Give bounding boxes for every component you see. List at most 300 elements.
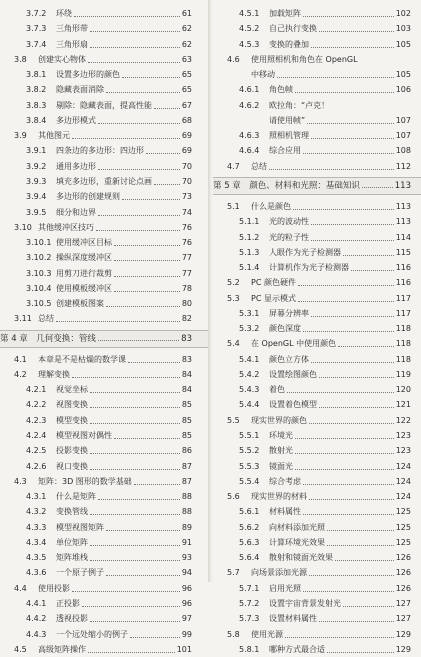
toc-entry-number: 5.6.1	[239, 507, 260, 517]
dot-leader	[303, 153, 394, 154]
toc-entry[interactable]	[0, 189, 208, 204]
dot-leader	[72, 377, 180, 378]
toc-entry-page-number: 101	[176, 644, 192, 654]
toc-entry-page-number: 96	[181, 598, 192, 608]
toc-entry-page-number: 103	[395, 24, 411, 34]
toc-entry[interactable]	[213, 565, 421, 580]
toc-entry-title: PC 显示模式	[251, 293, 296, 303]
dot-leader	[98, 215, 180, 216]
toc-entry[interactable]	[0, 296, 208, 311]
toc-entry-page-number: 73	[181, 192, 192, 202]
toc-entry-page-number: 87	[181, 461, 192, 471]
toc-entry-page-number: 125	[395, 507, 411, 517]
toc-entry[interactable]	[0, 382, 208, 397]
dot-leader	[98, 169, 180, 170]
toc-entry-number: 4.3.6	[26, 568, 47, 578]
dot-leader	[72, 138, 180, 139]
dot-leader	[298, 285, 394, 286]
toc-entry-number: 3.11	[14, 314, 32, 324]
toc-entry-title: 综合考虑	[269, 476, 301, 486]
toc-entry-number: 4.4.3	[26, 629, 47, 639]
toc-entry-title: 光的波动性	[269, 217, 309, 227]
dot-leader	[90, 423, 180, 424]
toc-entry-number: 4.6.3	[239, 131, 260, 141]
toc-entry-number: 5.3.2	[239, 324, 260, 334]
toc-entry-title: 着色	[269, 385, 285, 395]
toc-entry[interactable]	[0, 611, 208, 626]
toc-entry-page-number: 129	[395, 629, 411, 639]
dot-leader	[319, 407, 394, 408]
dot-leader	[327, 652, 394, 653]
toc-entry-title: 现实世界的颜色	[251, 415, 307, 425]
toc-entry-number: 3.8.3	[26, 100, 47, 110]
toc-entry[interactable]	[213, 489, 421, 504]
toc-entry-title: 使用模板缓冲区	[56, 283, 112, 293]
toc-entry-number: 3.10.2	[26, 253, 52, 263]
toc-entry-page-number: 124	[395, 461, 411, 471]
dot-leader	[90, 514, 180, 515]
dot-leader	[343, 606, 394, 607]
toc-entry-page-number: 74	[181, 207, 192, 217]
toc-entry[interactable]	[0, 159, 208, 174]
toc-entry-number: 4.3.2	[26, 507, 47, 517]
toc-entry-number: 3.9.1	[26, 146, 47, 156]
toc-entry-page-number: 117	[395, 308, 411, 318]
toc-entry-title: 现实世界的材料	[251, 492, 307, 502]
toc-entry[interactable]	[213, 128, 421, 143]
toc-entry[interactable]	[213, 214, 421, 229]
toc-entry[interactable]	[0, 220, 208, 235]
toc-entry-page-number: 116	[395, 263, 411, 273]
toc-entry-number: 3.7.3	[26, 24, 47, 34]
toc-entry[interactable]	[213, 535, 421, 550]
toc-entry-title: 什么是颜色	[251, 201, 291, 211]
dot-leader	[343, 255, 394, 256]
toc-entry-page-number: 124	[395, 476, 411, 486]
toc-entry[interactable]	[0, 596, 208, 611]
toc-entry-number: 4.3.1	[26, 492, 47, 502]
toc-entry-number: 5.1.4	[239, 263, 260, 273]
toc-entry-title: 理解变换	[38, 369, 70, 379]
toc-entry-title: 计算环境光效果	[269, 537, 325, 547]
toc-entry-title: 计算机作为光子检测器	[269, 263, 349, 273]
toc-entry-page-number: 107	[395, 131, 411, 141]
toc-entry[interactable]	[213, 21, 421, 36]
toc-entry-title: 材料属性	[269, 507, 301, 517]
toc-entry[interactable]	[0, 128, 208, 143]
dot-leader	[56, 321, 180, 322]
toc-entry[interactable]	[0, 311, 208, 326]
toc-entry-title: 设置材料属性	[269, 614, 317, 624]
toc-entry-page-number: 117	[395, 293, 411, 303]
toc-entry[interactable]	[213, 382, 421, 397]
toc-entry-number: 5.5.4	[239, 476, 260, 486]
toc-entry[interactable]	[213, 82, 421, 97]
dot-leader	[106, 92, 180, 93]
toc-entry[interactable]	[213, 230, 421, 245]
toc-entry-page-number: 88	[181, 507, 192, 517]
toc-entry-title: 中移动	[251, 70, 275, 80]
dot-leader	[90, 407, 180, 408]
dot-leader	[293, 209, 394, 210]
toc-entry-title: 细分和边界	[56, 207, 96, 217]
toc-entry-number: 4.3.5	[26, 553, 47, 563]
dot-leader	[295, 438, 394, 439]
toc-entry-page-number: 127	[395, 614, 411, 624]
toc-entry-number: 5.1.3	[239, 247, 260, 257]
toc-entry-number: 5.3	[227, 293, 240, 303]
toc-entry[interactable]	[0, 52, 208, 67]
dot-leader	[311, 316, 394, 317]
toc-entry-number: 5.7.3	[239, 614, 260, 624]
toc-entry-title: 总结	[38, 314, 54, 324]
toc-entry[interactable]	[213, 428, 421, 443]
toc-entry-page-number: 115	[395, 247, 411, 257]
dot-leader	[295, 92, 394, 93]
toc-entry[interactable]	[0, 174, 208, 189]
toc-entry-number: 5.4.4	[239, 400, 260, 410]
toc-entry-page-number: 96	[181, 583, 192, 593]
toc-entry-title: 正投影	[56, 598, 80, 608]
toc-entry-title: 操纵深度缓冲区	[56, 253, 112, 263]
toc-entry-title: 多边形的创建规则	[56, 192, 120, 202]
toc-entry-number: 3.8.4	[26, 115, 47, 125]
toc-entry-page-number: 120	[395, 385, 411, 395]
toc-entry[interactable]	[213, 504, 421, 519]
toc-entry-page-number: 121	[395, 400, 411, 410]
toc-entry[interactable]	[0, 565, 208, 580]
toc-entry[interactable]	[213, 443, 421, 458]
dot-leader	[90, 469, 180, 470]
toc-entry[interactable]	[0, 235, 208, 250]
dot-leader	[98, 123, 180, 124]
toc-entry-number: 4.2	[14, 369, 27, 379]
toc-entry[interactable]	[213, 611, 421, 626]
toc-entry-number: 4.4	[14, 583, 27, 593]
toc-entry-number: 3.10.5	[26, 299, 52, 309]
dot-leader	[295, 453, 394, 454]
toc-entry-number: 5.6.3	[239, 537, 260, 547]
toc-entry-title: 本章是不是枯燥的数学课	[38, 354, 126, 364]
toc-entry-number: 4.2.3	[26, 415, 47, 425]
toc-entry-title: 照相机管理	[269, 131, 309, 141]
toc-entry-number: 4.1	[14, 354, 27, 364]
toc-entry-number: 5.4.2	[239, 369, 260, 379]
toc-entry[interactable]	[213, 67, 421, 82]
toc-entry-title: 三角形扇	[56, 39, 88, 49]
toc-entry[interactable]	[213, 37, 421, 52]
toc-entry-title: 变换的叠加	[269, 39, 309, 49]
dot-leader	[285, 637, 394, 638]
toc-entry-page-number: 84	[181, 385, 192, 395]
toc-entry[interactable]	[213, 321, 421, 336]
dot-leader	[106, 530, 180, 531]
toc-entry-number: 4.5	[14, 644, 27, 654]
toc-entry-number: 4.4.2	[26, 614, 47, 624]
dot-leader	[134, 484, 180, 485]
toc-entry[interactable]	[0, 352, 208, 367]
toc-entry-page-number: 126	[395, 583, 411, 593]
dot-leader	[90, 31, 180, 32]
toc-entry-number: 4.7	[227, 161, 240, 171]
toc-entry-title: 创建实心物体	[38, 54, 86, 64]
toc-entry-title: 屏幕分辨率	[269, 308, 309, 318]
toc-entry[interactable]	[0, 113, 208, 128]
toc-entry[interactable]	[0, 98, 208, 113]
dot-leader	[307, 123, 394, 124]
dot-leader	[90, 47, 180, 48]
toc-entry[interactable]	[0, 205, 208, 220]
toc-entry[interactable]	[213, 199, 421, 214]
toc-entry-title: 三角形带	[56, 24, 88, 34]
toc-entry[interactable]	[213, 336, 421, 351]
toc-entry-title: 总结	[251, 161, 267, 171]
toc-entry-number: 4.6.4	[239, 146, 260, 156]
toc-entry-page-number: 67	[181, 100, 192, 110]
toc-entry-title: 视图变换	[56, 400, 88, 410]
chapter-heading[interactable]	[213, 177, 421, 195]
toc-entry[interactable]	[0, 581, 208, 596]
toc-entry-title: 其他缓冲区技巧	[38, 222, 94, 232]
toc-entry-title: 使用投影	[38, 583, 70, 593]
toc-entry-number: 4.5.1	[239, 9, 260, 18]
toc-entry-title: 散射和镜面光效果	[269, 553, 333, 563]
toc-entry-number: 4.2.5	[26, 446, 47, 456]
toc-entry-title: 一个原子例子	[56, 568, 104, 578]
toc-entry-page-number: 88	[181, 492, 192, 502]
toc-entry[interactable]	[213, 260, 421, 275]
toc-entry-number: 3.9.5	[26, 207, 47, 217]
dot-leader	[311, 362, 394, 363]
toc-entry-number: 3.7.2	[26, 9, 47, 18]
toc-entry-page-number: 87	[181, 476, 192, 486]
toc-entry[interactable]	[213, 275, 421, 290]
toc-entry[interactable]	[213, 627, 421, 642]
dot-leader	[311, 47, 394, 48]
toc-entry[interactable]	[0, 367, 208, 382]
toc-entry[interactable]	[0, 143, 208, 158]
toc-entry-title: 变换管线	[56, 507, 88, 517]
dot-leader	[90, 560, 180, 561]
toc-entry[interactable]	[213, 550, 421, 565]
dot-leader	[72, 591, 180, 592]
toc-entry-number: 4.3.3	[26, 522, 47, 532]
dot-leader	[130, 637, 180, 638]
dot-leader	[338, 346, 394, 347]
toc-entry-page-number: 126	[395, 568, 411, 578]
toc-entry-number: 5.5.2	[239, 446, 260, 456]
toc-entry-title: 环绕	[56, 9, 72, 18]
toc-entry-page-number: 126	[395, 553, 411, 563]
toc-entry-page-number: 82	[181, 314, 192, 324]
toc-entry-number: 4.3.4	[26, 537, 47, 547]
chapter-page-number: 83	[181, 333, 192, 344]
toc-entry[interactable]	[0, 504, 208, 519]
toc-entry-title: 设置多边形的颜色	[56, 70, 120, 80]
toc-entry-page-number: 86	[181, 446, 192, 456]
toc-entry[interactable]	[0, 550, 208, 565]
toc-entry[interactable]	[0, 281, 208, 296]
toc-entry[interactable]	[213, 6, 421, 21]
toc-entry-title: 隐藏表面消除	[56, 85, 104, 95]
toc-entry-number: 4.2.1	[26, 385, 47, 395]
dot-leader	[303, 514, 394, 515]
toc-entry-page-number: 125	[395, 537, 411, 547]
toc-entry[interactable]	[0, 37, 208, 52]
toc-entry[interactable]	[0, 642, 208, 657]
toc-entry-number: 5.4.3	[239, 385, 260, 395]
dot-leader	[311, 224, 394, 225]
toc-entry-number: 5.8.1	[239, 644, 260, 654]
toc-entry-title: 光的粒子性	[269, 232, 309, 242]
dot-leader	[114, 438, 180, 439]
dot-leader	[277, 77, 394, 78]
toc-entry[interactable]	[213, 143, 421, 158]
toc-entry[interactable]	[213, 596, 421, 611]
toc-entry[interactable]	[213, 642, 421, 657]
toc-entry-number: 3.9.4	[26, 192, 47, 202]
toc-entry[interactable]	[0, 266, 208, 281]
toc-entry-number: 5.6	[227, 492, 240, 502]
toc-entry-title: 一个远处缩小的例子	[56, 629, 128, 639]
toc-entry-title: 高级矩阵操作	[38, 644, 86, 654]
toc-entry-number: 3.10.4	[26, 283, 52, 293]
toc-entry-page-number: 80	[181, 299, 192, 309]
dot-leader	[298, 301, 394, 302]
toc-entry-title: 使用照相机和角色在 OpenGL	[251, 54, 358, 64]
toc-entry[interactable]	[0, 459, 208, 474]
toc-entry-title: 矩阵：3D 图形的数学基础	[38, 476, 132, 486]
dot-leader	[327, 530, 394, 531]
toc-entry[interactable]	[0, 413, 208, 428]
dot-leader	[154, 108, 180, 109]
toc-entry-page-number: 85	[181, 415, 192, 425]
toc-entry-title: 矩阵堆栈	[56, 553, 88, 563]
toc-entry[interactable]	[213, 397, 421, 412]
toc-entry-title: 透视投影	[56, 614, 88, 624]
toc-entry-page-number: 105	[395, 70, 411, 80]
toc-entry[interactable]	[213, 98, 421, 113]
toc-entry-page-number: 99	[181, 629, 192, 639]
dot-leader	[98, 499, 180, 500]
toc-entry-number: 3.10.1	[26, 238, 52, 248]
toc-entry-number: 3.8.1	[26, 70, 47, 80]
toc-entry-page-number: 118	[395, 339, 411, 349]
toc-entry-page-number: 63	[181, 54, 192, 64]
dot-leader	[90, 392, 180, 393]
toc-entry[interactable]	[0, 443, 208, 458]
dot-leader	[88, 652, 175, 653]
toc-entry[interactable]	[213, 52, 421, 67]
dot-leader	[351, 270, 394, 271]
dot-leader	[335, 560, 394, 561]
toc-entry-page-number: 93	[181, 553, 192, 563]
toc-entry-number: 5.7	[227, 568, 240, 578]
dot-leader	[114, 291, 180, 292]
toc-entry[interactable]	[0, 627, 208, 642]
toc-entry-number: 4.5.2	[239, 24, 260, 34]
toc-entry[interactable]	[0, 397, 208, 412]
dot-leader	[114, 260, 180, 261]
toc-entry[interactable]	[213, 291, 421, 306]
toc-entry-title: 设置着色模型	[269, 400, 317, 410]
toc-entry[interactable]	[213, 159, 421, 174]
toc-entry-title: 在 OpenGL 中使用颜色	[251, 339, 337, 349]
toc-entry[interactable]	[0, 520, 208, 535]
toc-entry-page-number: 118	[395, 354, 411, 364]
toc-entry-title: 填充多边形，重新讨论点画	[56, 176, 152, 186]
toc-entry[interactable]	[213, 474, 421, 489]
toc-entry[interactable]	[213, 113, 421, 128]
dot-leader	[319, 31, 394, 32]
toc-entry[interactable]	[0, 67, 208, 82]
toc-entry[interactable]	[0, 428, 208, 443]
toc-entry[interactable]	[0, 6, 208, 21]
dot-leader	[311, 138, 394, 139]
toc-entry-page-number: 123	[395, 431, 411, 441]
toc-entry[interactable]	[213, 413, 421, 428]
toc-entry-title: 设置绘图颜色	[269, 369, 317, 379]
toc-entry-page-number: 62	[181, 24, 192, 34]
toc-entry[interactable]	[213, 581, 421, 596]
toc-entry-title: 投影变换	[56, 446, 88, 456]
dot-leader	[90, 545, 180, 546]
toc-entry-page-number: 114	[395, 232, 411, 242]
toc-entry-number: 5.6.2	[239, 522, 260, 532]
toc-entry[interactable]	[213, 459, 421, 474]
toc-entry-page-number: 106	[395, 85, 411, 95]
toc-entry-page-number: 113	[395, 217, 411, 227]
toc-entry[interactable]	[0, 535, 208, 550]
dot-leader	[98, 340, 179, 341]
dot-leader	[362, 187, 393, 188]
toc-entry-title: 剔除：隐藏表面，提高性能	[56, 100, 152, 110]
dot-leader	[106, 575, 180, 576]
chapter-heading[interactable]	[0, 330, 208, 348]
toc-entry-page-number: 112	[395, 161, 411, 171]
toc-entry[interactable]	[0, 250, 208, 265]
toc-entry-number: 5.4.1	[239, 354, 260, 364]
toc-entry[interactable]	[0, 21, 208, 36]
dot-leader	[327, 545, 394, 546]
toc-entry-title: 单位矩阵	[56, 537, 88, 547]
toc-entry-page-number: 89	[181, 522, 192, 532]
toc-entry-title: 视觉坐标	[56, 385, 88, 395]
toc-entry[interactable]	[0, 474, 208, 489]
toc-entry-page-number: 107	[395, 115, 411, 125]
toc-entry[interactable]	[213, 306, 421, 321]
toc-entry-page-number: 65	[181, 70, 192, 80]
toc-entry[interactable]	[0, 82, 208, 97]
toc-entry-page-number: 83	[181, 354, 192, 364]
toc-entry[interactable]	[0, 489, 208, 504]
toc-entry[interactable]	[213, 367, 421, 382]
toc-entry-page-number: 108	[395, 146, 411, 156]
toc-entry[interactable]	[213, 245, 421, 260]
toc-entry-title: 视口变换	[56, 461, 88, 471]
toc-entry[interactable]	[213, 520, 421, 535]
toc-entry-page-number: 76	[181, 238, 192, 248]
dot-leader	[122, 77, 180, 78]
toc-entry-number: 5.5.3	[239, 461, 260, 471]
toc-entry[interactable]	[213, 352, 421, 367]
toc-entry-page-number: 65	[181, 85, 192, 95]
toc-entry-number: 3.7.4	[26, 39, 47, 49]
dot-leader	[90, 453, 180, 454]
dot-leader	[303, 16, 394, 17]
toc-entry-title: 请使用帧”	[269, 115, 306, 125]
toc-entry-title: 颜色立方体	[269, 354, 309, 364]
